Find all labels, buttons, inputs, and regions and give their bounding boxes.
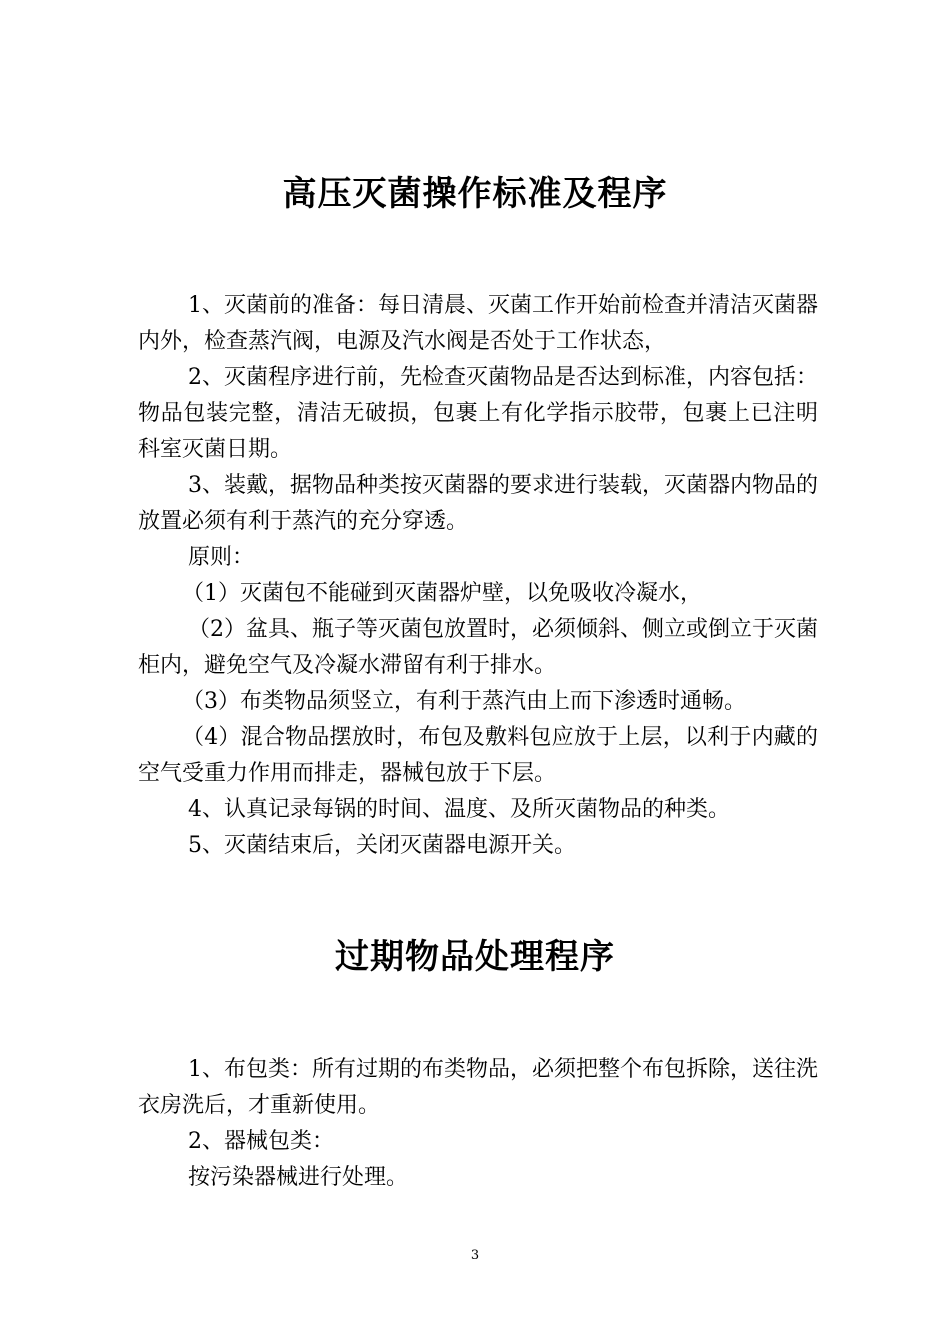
paragraph-step-2: 2、灭菌程序进行前，先检查灭菌物品是否达到标准，内容包括：物品包装完整，清洁无破损，包裹上有化学指示胶带，包裹上已注明科室灭菌日期。	[138, 365, 818, 462]
paragraph-step-3: 3、装戴，据物品种类按灭菌器的要求进行装载，灭菌器内物品的放置必须有利于蒸汽的充分穿透。	[138, 473, 818, 534]
paragraph-instrument-handling: 按污染器械进行处理。	[188, 1165, 409, 1190]
section-title-expired-items: 过期物品处理程序	[335, 937, 615, 977]
paragraph-principle-3: （3）布类物品须竖立，有利于蒸汽由上而下渗透时通畅。	[182, 689, 746, 714]
paragraph-instrument-packages: 2、器械包类：	[188, 1129, 334, 1154]
section-body-expired-items	[138, 1052, 818, 1196]
paragraph-principle-2: （2）盆具、瓶子等灭菌包放置时，必须倾斜、侧立或倒立于灭菌柜内，避免空气及冷凝水滞留有利于排水。	[138, 617, 818, 678]
section-title-sterilization: 高压灭菌操作标准及程序	[282, 174, 668, 214]
paragraph-step-5: 5、灭菌结束后，关闭灭菌器电源开关。	[188, 833, 576, 858]
section-body-sterilization	[138, 288, 818, 864]
paragraph-principle-4: （4）混合物品摆放时，布包及敷料包应放于上层，以利于内藏的空气受重力作用而排走，器械包放于下层。	[138, 725, 818, 786]
paragraph-principle-heading: 原则：	[188, 545, 255, 570]
paragraph-step-4: 4、认真记录每锅的时间、温度、及所灭菌物品的种类。	[188, 797, 730, 822]
paragraph-cloth-packages: 1、布包类：所有过期的布类物品，必须把整个布包拆除，送往洗衣房洗后，才重新使用。	[138, 1057, 818, 1118]
page-number: 3	[470, 1248, 480, 1263]
paragraph-principle-1: （1）灭菌包不能碰到灭菌器炉壁，以免吸收冷凝水，	[182, 581, 702, 606]
paragraph-step-1: 1、灭菌前的准备：每日清晨、灭菌工作开始前检查并清洁灭菌器内外，检查蒸汽阀，电源及汽水阀是否处于工作状态，	[138, 293, 818, 354]
